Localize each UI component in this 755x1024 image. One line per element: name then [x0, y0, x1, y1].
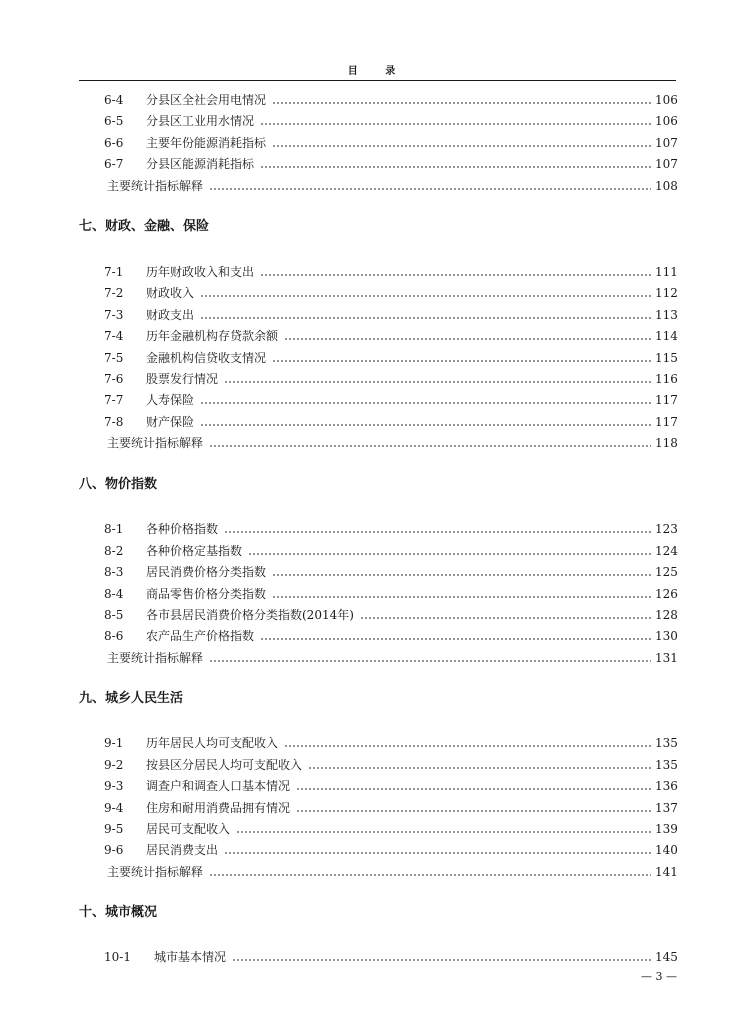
toc-entry-title: 各市县居民消费价格分类指数(2014年): [146, 608, 354, 622]
toc-entry-page: 107: [655, 157, 678, 171]
dot-leader: [209, 445, 651, 447]
dot-leader: [209, 188, 651, 190]
toc-entry-title: 历年居民人均可支配收入: [146, 736, 279, 750]
page-number: — 3 —: [641, 970, 677, 983]
toc-entry-number: 7-5: [104, 351, 124, 365]
dot-leader: [260, 274, 651, 276]
toc-entry-number: 10-1: [104, 950, 131, 964]
dot-leader: [200, 295, 651, 297]
toc-entry-title: 商品零售价格分类指数: [146, 587, 267, 601]
toc-entry-number: 6-7: [104, 157, 124, 171]
toc-entry-page: 117: [655, 393, 678, 407]
toc-entry[interactable]: [104, 262, 677, 280]
toc-explanation-entry[interactable]: [107, 433, 677, 451]
toc-entry-page: 117: [655, 415, 678, 429]
dot-leader: [224, 531, 651, 533]
toc-entry-title: 住房和耐用消费品拥有情况: [146, 801, 291, 815]
toc-explanation-entry[interactable]: [107, 862, 677, 880]
toc-entry[interactable]: [104, 541, 677, 559]
toc-entry-title: 主要统计指标解释: [107, 179, 204, 193]
toc-entry-number: 6-6: [104, 136, 124, 150]
toc-entry-page: 106: [655, 93, 678, 107]
toc-entry-title: 主要年份能源消耗指标: [146, 136, 267, 150]
toc-entry-number: 9-1: [104, 736, 124, 750]
toc-entry-number: 9-5: [104, 822, 124, 836]
toc-entry[interactable]: [104, 562, 677, 580]
dot-leader: [272, 360, 651, 362]
toc-entry[interactable]: [104, 283, 677, 301]
toc-entry-page: 123: [655, 522, 678, 536]
toc-entry-page: 116: [655, 372, 678, 386]
toc-entry-number: 6-4: [104, 93, 124, 107]
toc-entry-page: 106: [655, 114, 678, 128]
toc-entry-page: 107: [655, 136, 678, 150]
toc-entry-title: 调查户和调查人口基本情况: [146, 779, 291, 793]
dot-leader: [284, 745, 651, 747]
toc-entry-page: 136: [655, 779, 678, 793]
toc-entry-page: 124: [655, 544, 678, 558]
dot-leader: [308, 767, 651, 769]
toc-entry-title: 分县区全社会用电情况: [146, 93, 267, 107]
section-heading: 七、财政、金融、保险: [79, 219, 210, 234]
toc-entry[interactable]: [104, 348, 677, 366]
toc-entry-number: 8-1: [104, 522, 124, 536]
toc-entry-number: 7-1: [104, 265, 124, 279]
toc-entry-number: 7-2: [104, 286, 124, 300]
toc-entry-title: 人寿保险: [146, 393, 195, 407]
toc-entry[interactable]: [104, 369, 677, 387]
dot-leader: [209, 660, 651, 662]
header-rule: [79, 80, 676, 81]
toc-entry[interactable]: [104, 798, 677, 816]
dot-leader: [200, 402, 651, 404]
toc-entry-title: 主要统计指标解释: [107, 865, 204, 879]
toc-entry-number: 8-5: [104, 608, 124, 622]
toc-entry[interactable]: [104, 305, 677, 323]
toc-entry-title: 城市基本情况: [154, 950, 227, 964]
toc-entry-page: 111: [655, 265, 678, 279]
toc-entry-title: 分县区工业用水情况: [146, 114, 255, 128]
dot-leader: [236, 831, 651, 833]
dot-leader: [232, 959, 651, 961]
toc-entry-title: 历年金融机构存贷款余额: [146, 329, 279, 343]
toc-entry[interactable]: [104, 154, 677, 172]
toc-entry-title: 主要统计指标解释: [107, 651, 204, 665]
toc-entry-number: 9-2: [104, 758, 124, 772]
running-header-title: 目 录: [347, 66, 408, 77]
toc-entry-title: 居民可支配收入: [146, 822, 231, 836]
toc-entry-number: 6-5: [104, 114, 124, 128]
toc-entry-title: 财产保险: [146, 415, 195, 429]
toc-entry-number: 7-3: [104, 308, 124, 322]
toc-entry-page: 130: [655, 629, 678, 643]
toc-entry-title: 金融机构信贷收支情况: [146, 351, 267, 365]
toc-entry[interactable]: [104, 733, 677, 751]
toc-entry[interactable]: [104, 390, 677, 408]
toc-entry[interactable]: [104, 755, 677, 773]
dot-leader: [260, 166, 651, 168]
toc-entry[interactable]: [104, 776, 677, 794]
toc-entry-title: 财政支出: [146, 308, 195, 322]
toc-entry[interactable]: [104, 947, 677, 965]
dot-leader: [200, 424, 651, 426]
dot-leader: [224, 852, 651, 854]
toc-entry[interactable]: [104, 626, 677, 644]
toc-entry[interactable]: [104, 605, 677, 623]
dot-leader: [272, 596, 651, 598]
toc-entry-page: 139: [655, 822, 678, 836]
toc-entry-page: 135: [655, 736, 678, 750]
toc-entry-page: 113: [655, 308, 678, 322]
toc-entry-number: 8-4: [104, 587, 124, 601]
toc-entry-title: 按县区分居民人均可支配收入: [146, 758, 303, 772]
section-heading: 九、城乡人民生活: [79, 691, 184, 706]
toc-entry-number: 8-3: [104, 565, 124, 579]
toc-entry-title: 农产品生产价格指数: [146, 629, 255, 643]
dot-leader: [224, 381, 651, 383]
toc-entry-page: 145: [655, 950, 678, 964]
toc-entry-title: 各种价格定基指数: [146, 544, 243, 558]
toc-entry-page: 126: [655, 587, 678, 601]
toc-entry-number: 7-8: [104, 415, 124, 429]
dot-leader: [296, 788, 651, 790]
toc-entry-number: 7-4: [104, 329, 124, 343]
dot-leader: [248, 553, 651, 555]
toc-entry-page: 141: [655, 865, 678, 879]
toc-entry-page: 140: [655, 843, 678, 857]
toc-entry-title: 财政收入: [146, 286, 195, 300]
toc-entry[interactable]: [104, 326, 677, 344]
toc-entry-title: 股票发行情况: [146, 372, 219, 386]
toc-entry-page: 137: [655, 801, 678, 815]
toc-entry-page: 128: [655, 608, 678, 622]
toc-entry[interactable]: [104, 133, 677, 151]
dot-leader: [200, 317, 651, 319]
toc-entry-page: 114: [655, 329, 678, 343]
toc-entry-page: 115: [655, 351, 678, 365]
toc-entry-number: 7-6: [104, 372, 124, 386]
toc-entry[interactable]: [104, 840, 677, 858]
toc-entry-title: 居民消费价格分类指数: [146, 565, 267, 579]
toc-entry-title: 各种价格指数: [146, 522, 219, 536]
toc-entry-page: 125: [655, 565, 678, 579]
dot-leader: [260, 638, 651, 640]
section-heading: 八、物价指数: [79, 477, 158, 492]
toc-entry[interactable]: [104, 584, 677, 602]
section-heading: 十、城市概况: [79, 905, 158, 920]
dot-leader: [284, 338, 651, 340]
toc-entry-title: 历年财政收入和支出: [146, 265, 255, 279]
toc-entry-number: 9-6: [104, 843, 124, 857]
dot-leader: [296, 810, 651, 812]
toc-entry[interactable]: [104, 111, 677, 129]
toc-entry[interactable]: [104, 519, 677, 537]
toc-entry[interactable]: [104, 90, 677, 108]
dot-leader: [360, 617, 651, 619]
toc-entry-title: 居民消费支出: [146, 843, 219, 857]
toc-entry-number: 8-2: [104, 544, 124, 558]
dot-leader: [272, 102, 651, 104]
toc-entry-title: 主要统计指标解释: [107, 436, 204, 450]
dot-leader: [272, 145, 651, 147]
toc-entry-page: 135: [655, 758, 678, 772]
toc-entry[interactable]: [104, 819, 677, 837]
toc-entry-number: 9-3: [104, 779, 124, 793]
toc-entry-page: 108: [655, 179, 678, 193]
toc-entry-title: 分县区能源消耗指标: [146, 157, 255, 171]
dot-leader: [209, 874, 651, 876]
toc-entry[interactable]: [104, 412, 677, 430]
toc-entry-page: 112: [655, 286, 678, 300]
toc-entry-number: 9-4: [104, 801, 124, 815]
dot-leader: [260, 123, 651, 125]
toc-explanation-entry[interactable]: [107, 648, 677, 666]
toc-entry-number: 8-6: [104, 629, 124, 643]
dot-leader: [272, 574, 651, 576]
toc-explanation-entry[interactable]: [107, 176, 677, 194]
toc-entry-page: 118: [655, 436, 678, 450]
toc-entry-page: 131: [655, 651, 678, 665]
toc-entry-number: 7-7: [104, 393, 124, 407]
